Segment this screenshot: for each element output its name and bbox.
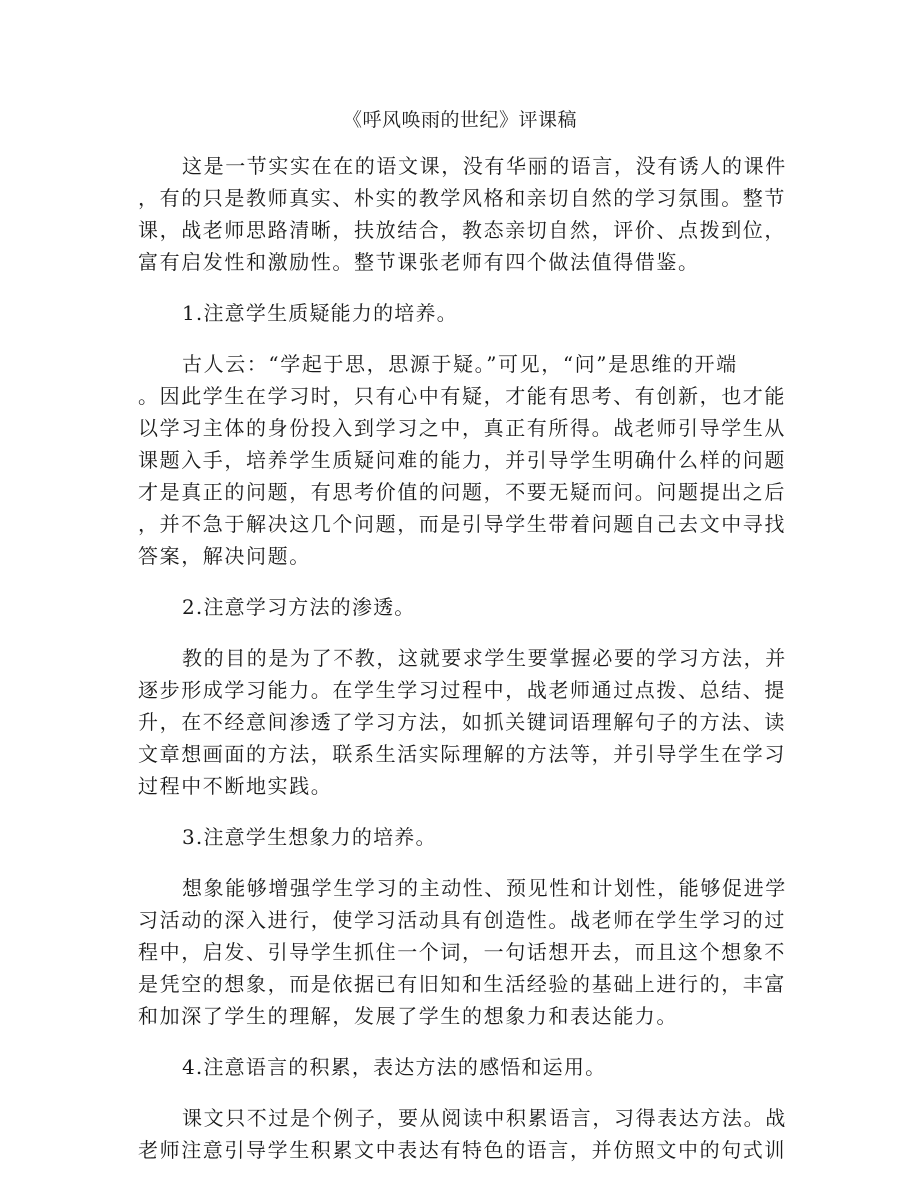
text-line: 习活动的深入进行，使学习活动具有创造性。战老师在学生学习的过 <box>138 908 786 932</box>
text-line: 课文只不过是个例子，要从阅读中积累语言，习得表达方法。战 <box>182 1106 787 1130</box>
section-heading: 3.注意学生想象力的培养。 <box>182 825 437 849</box>
text-line: 才是真正的问题，有思考价值的问题，不要无疑而问。问题提出之后 <box>138 480 786 504</box>
text-line: 和加深了学生的理解，发展了学生的想象力和表达能力。 <box>138 1004 678 1028</box>
text-line: 以学习主体的身份投入到学习之中，真正有所得。战老师引导学生从 <box>138 416 786 440</box>
text-line: 过程中不断地实践。 <box>138 774 333 798</box>
text-line: 文章想画面的方法，联系生活实际理解的方法等，并引导学生在学习 <box>138 742 786 766</box>
section-heading: 1.注意学生质疑能力的培养。 <box>182 301 458 325</box>
text-line: 是凭空的想象，而是依据已有旧知和生活经验的基础上进行的，丰富 <box>138 972 786 996</box>
text-line: 升，在不经意间渗透了学习方法，如抓关键词语理解句子的方法、读 <box>138 710 786 734</box>
text-line: 课，战老师思路清晰，扶放结合，教态亲切自然，评价、点拨到位， <box>138 218 786 242</box>
section-heading: 4.注意语言的积累，表达方法的感悟和运用。 <box>182 1055 607 1079</box>
text-line: 答案，解决问题。 <box>138 544 311 568</box>
document-body <box>138 150 787 1166</box>
text-line: ，有的只是教师真实、朴实的教学风格和亲切自然的学习氛围。整节 <box>138 186 786 210</box>
document-title: 《呼风唤雨的世纪》评课稿 <box>342 109 577 131</box>
text-line: 老师注意引导学生积累文中表达有特色的语言，并仿照文中的句式训 <box>138 1138 786 1162</box>
text-line: 想象能够增强学生学习的主动性、预见性和计划性，能够促进学 <box>182 876 787 900</box>
text-line: 逐步形成学习能力。在学生学习过程中，战老师通过点拨、总结、提 <box>138 678 786 702</box>
section-paragraph <box>138 348 786 572</box>
section-paragraph <box>138 1102 787 1166</box>
text-line: 程中，启发、引导学生抓住一个词，一句话想开去，而且这个想象不 <box>138 940 786 964</box>
section-paragraph <box>138 642 787 802</box>
text-line: 课题入手，培养学生质疑问难的能力，并引导学生明确什么样的问题 <box>138 448 786 472</box>
section-heading: 2.注意学习方法的渗透。 <box>182 595 416 619</box>
section-paragraph <box>138 872 787 1032</box>
text-line: ，并不急于解决这几个问题，而是引导学生带着问题自己去文中寻找 <box>138 512 786 536</box>
intro-paragraph <box>138 150 787 278</box>
text-line: 。因此学生在学习时，只有心中有疑，才能有思考、有创新，也才能 <box>138 384 786 408</box>
text-line: 教的目的是为了不教，这就要求学生要掌握必要的学习方法，并 <box>182 646 787 670</box>
text-line: 这是一节实实在在的语文课，没有华丽的语言，没有诱人的课件 <box>182 154 787 178</box>
text-line: 古人云：“学起于思，思源于疑。”可见，“问”是思维的开端 <box>182 352 738 376</box>
text-line: 富有启发性和激励性。整节课张老师有四个做法值得借鉴。 <box>138 250 700 274</box>
